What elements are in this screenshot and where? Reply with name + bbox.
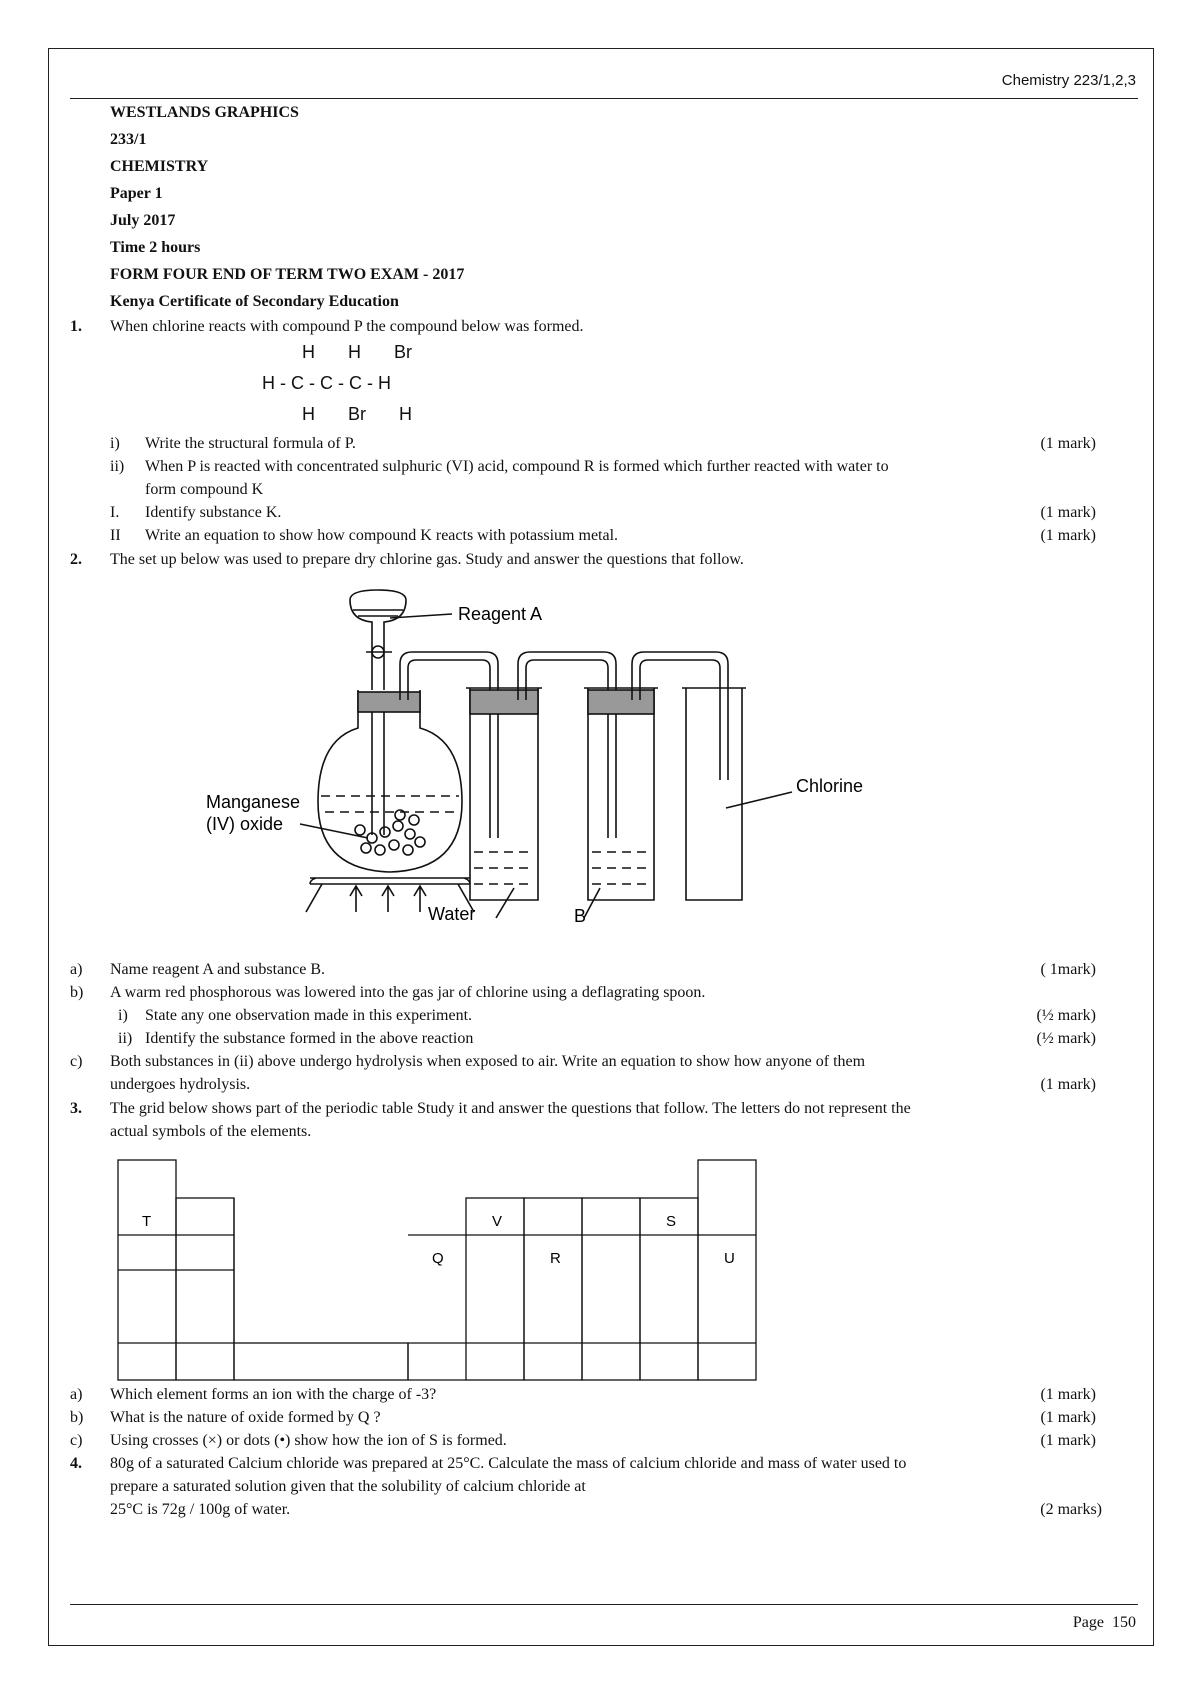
- label-reagent-a: Reagent A: [458, 604, 543, 624]
- label-iv-oxide: (IV) oxide: [206, 814, 284, 834]
- q4-text: 80g of a saturated Calcium chloride was prepared at 25°C. Calculate the mass of calcium chloride and mass of water used to: [110, 1455, 907, 1472]
- q3-b-text: What is the nature of oxide formed by Q ?: [110, 1409, 381, 1426]
- q2-c-mark: (1 mark): [1040, 1076, 1096, 1093]
- formula-row-bottom: H Br H: [302, 404, 413, 424]
- q1-i-mark: (1 mark): [1040, 435, 1096, 452]
- q1-ii-text-cont: form compound K: [145, 481, 264, 498]
- q2-bii-text: Identify the substance formed in the above reaction: [145, 1030, 474, 1047]
- q1-II-label: II: [110, 527, 121, 544]
- q2-a-mark: ( 1mark): [1040, 961, 1096, 978]
- q2-bii-label: ii): [118, 1030, 133, 1047]
- title-school: WESTLANDS GRAPHICS: [110, 104, 299, 121]
- q4-number: 4.: [70, 1455, 82, 1472]
- q2-bi-text: State any one observation made in this experiment.: [145, 1007, 473, 1024]
- q4-text-cont: prepare a saturated solution given that the solubility of calcium chloride at: [110, 1478, 586, 1495]
- q3-b-mark: (1 mark): [1040, 1409, 1096, 1426]
- q2-c-label: c): [70, 1053, 83, 1070]
- q2-bi-label: i): [118, 1007, 128, 1024]
- q1-text: When chlorine reacts with compound P the compound below was formed.: [110, 318, 584, 335]
- header-title: Chemistry 223/1,2,3: [1001, 72, 1136, 89]
- q3-text-cont: actual symbols of the elements.: [110, 1123, 312, 1140]
- q3-number: 3.: [70, 1100, 82, 1117]
- q2-b-text: A warm red phosphorous was lowered into the gas jar of chlorine using a deflagrating spoon.: [110, 984, 706, 1001]
- q3-c-label: c): [70, 1432, 83, 1449]
- title-exam: FORM FOUR END OF TERM TWO EXAM - 2017: [110, 266, 465, 283]
- title-time: Time 2 hours: [110, 239, 201, 256]
- q1-I-mark: (1 mark): [1040, 504, 1096, 521]
- q3-c-text: Using crosses (×) or dots (•) show how the ion of S is formed.: [110, 1432, 507, 1449]
- title-date: July 2017: [110, 212, 176, 229]
- grid-R: R: [550, 1250, 561, 1267]
- q2-c-text: Both substances in (ii) above undergo hydrolysis when exposed to air. Write an equation to show how anyone of them: [110, 1053, 866, 1070]
- q4-mark: (2 marks): [1040, 1501, 1102, 1518]
- q2-text: The set up below was used to prepare dry chlorine gas. Study and answer the questions that follow.: [110, 551, 744, 568]
- label-b: B: [574, 906, 587, 926]
- q1-i-text: Write the structural formula of P.: [145, 435, 356, 452]
- q4-text-cont2: 25°C is 72g / 100g of water.: [110, 1501, 291, 1518]
- title-kcse: Kenya Certificate of Secondary Education: [110, 293, 399, 310]
- formula-row-middle: H - C - C - C - H: [262, 373, 391, 393]
- grid-S: S: [666, 1213, 677, 1230]
- q1-ii-text: When P is reacted with concentrated sulphuric (VI) acid, compound R is formed which further reacted with water to: [145, 458, 889, 475]
- q1-I-label: I.: [110, 504, 120, 521]
- label-manganese: Manganese: [206, 792, 301, 812]
- title-subject: CHEMISTRY: [110, 158, 209, 175]
- q3-a-mark: (1 mark): [1040, 1386, 1096, 1403]
- q2-a-label: a): [70, 961, 83, 978]
- q3-c-mark: (1 mark): [1040, 1432, 1096, 1449]
- footer-rule: [70, 1604, 1138, 1605]
- formula-row-top: H H Br: [302, 342, 413, 362]
- q1-II-mark: (1 mark): [1040, 527, 1096, 544]
- title-code: 233/1: [110, 131, 147, 148]
- q2-number: 2.: [70, 551, 82, 568]
- q1-ii-label: ii): [110, 458, 125, 475]
- q3-text: The grid below shows part of the periodic table Study it and answer the questions that follow. The letters do not represent the: [110, 1100, 911, 1117]
- q1-number: 1.: [70, 318, 82, 335]
- q1-II-text: Write an equation to show how compound K reacts with potassium metal.: [145, 527, 619, 544]
- title-paper: Paper 1: [110, 185, 163, 202]
- label-water: Water: [428, 904, 476, 924]
- q3-a-text: Which element forms an ion with the charge of -3?: [110, 1386, 437, 1403]
- q2-bi-mark: (½ mark): [1036, 1007, 1096, 1024]
- q2-c-text-cont: undergoes hydrolysis.: [110, 1076, 251, 1093]
- q3-b-label: b): [70, 1409, 84, 1426]
- q1-I-text: Identify substance K.: [145, 504, 282, 521]
- grid-T: T: [142, 1213, 152, 1230]
- q2-b-label: b): [70, 984, 84, 1001]
- q1-i-label: i): [110, 435, 120, 452]
- q3-a-label: a): [70, 1386, 83, 1403]
- page-num: 150: [1112, 1614, 1136, 1631]
- q2-bii-mark: (½ mark): [1036, 1030, 1096, 1047]
- page-number: [1073, 1614, 1136, 1632]
- q2-a-text: Name reagent A and substance B.: [110, 961, 326, 978]
- grid-U: U: [724, 1250, 735, 1267]
- page-label: Page: [1072, 1614, 1104, 1631]
- grid-Q: Q: [432, 1250, 444, 1267]
- grid-V: V: [492, 1213, 503, 1230]
- label-chlorine: Chlorine: [796, 776, 864, 796]
